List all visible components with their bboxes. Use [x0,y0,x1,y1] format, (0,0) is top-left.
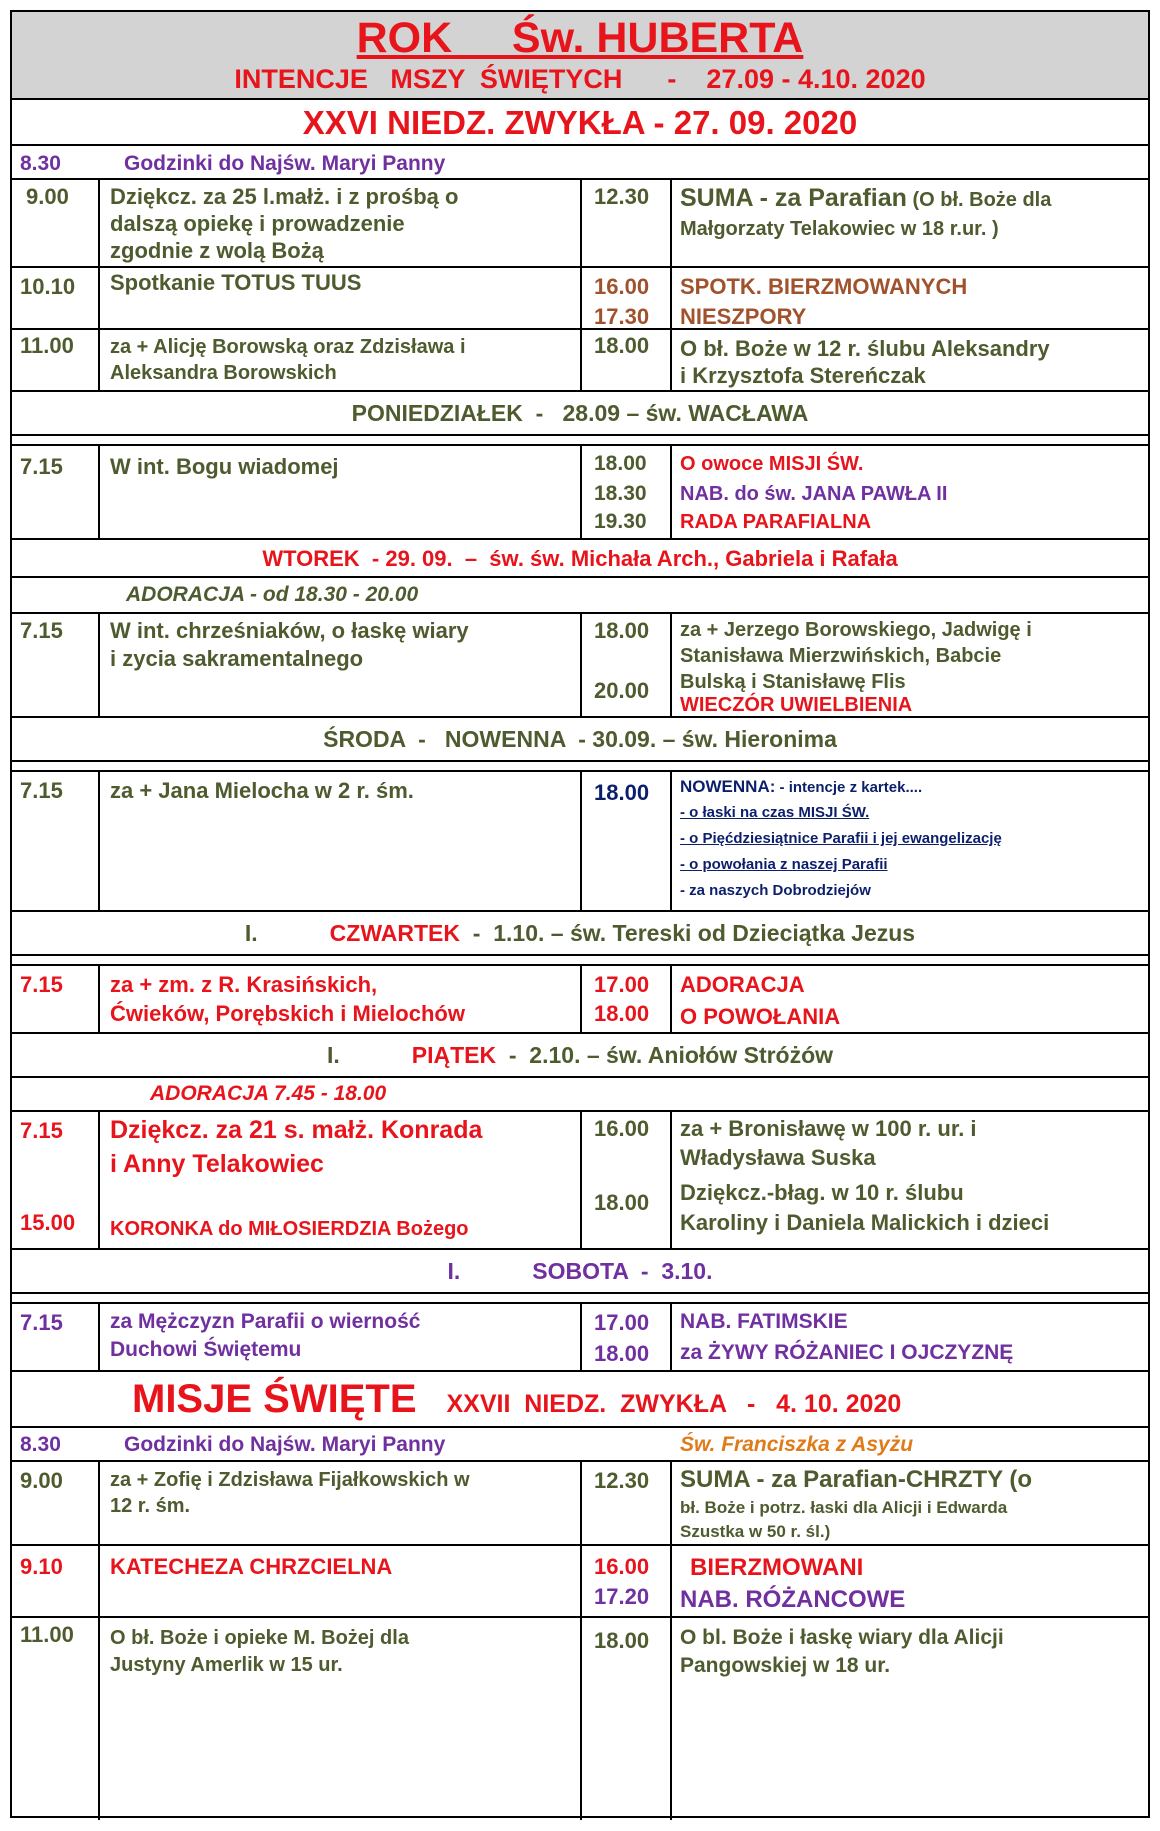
mass-intention: W int. chrześniaków, o łaskę wiary [110,618,469,643]
mass-intention: i Anny Telakowiec [110,1150,324,1178]
mass-intention: za + Zofię i Zdzisława Fijałkowskich w [110,1469,470,1491]
thursday-row [12,966,1148,1034]
mass-intention: za + Jerzego Borowskiego, Jadwigę i [680,619,1032,641]
godzinki-time: 8.30 [20,152,61,175]
nowenna-note: - intencje z kartek.... [775,779,923,796]
first-prefix: I. [326,1042,340,1068]
event-text: KORONKA do MIŁOSIERDZIA Bożego [110,1218,469,1240]
mass-intention: i Krzysztofa Stereńczak [680,363,926,388]
nowenna-header [680,777,922,797]
mass-intention: Pangowskiej w 18 ur. [680,1654,891,1677]
mass-time: 18.00 [594,1190,650,1215]
sunday1-title-row [12,100,1148,146]
event-text: NIESZPORY [680,304,807,329]
event-text: ADORACJA [680,972,805,997]
mass-intention: za + Jana Mielocha w 2 r. śm. [110,778,414,803]
mass-time: 18.00 [594,780,650,805]
mass-time: 18.00 [594,1628,650,1653]
sunday1-row-2 [12,268,1148,330]
nowenna-label: NOWENNA: [680,777,776,796]
mass-intention: Aleksandra Borowskich [110,362,337,384]
mass-time: 18.00 [594,333,650,358]
sunday1-godzinki-row [12,146,1148,180]
suma-intention [680,184,1051,213]
suma-note: (O bł. Boże dla [906,189,1052,211]
sunday2-title [132,1376,901,1422]
tuesday-title-row [12,540,1148,578]
mass-intention: dalszą opiekę i prowadzenie [110,211,405,236]
day-details: - 1.10. – św. Tereski od Dzieciątka Jezus [460,920,916,946]
mass-intention: za + Bronisławę w 100 r. ur. i [680,1116,977,1141]
sunday2-godzinki-row [12,1428,1148,1462]
suma-note: Małgorzaty Telakowiec w 18 r.ur. ) [680,218,999,240]
sunday2-title-row [12,1372,1148,1428]
sunday1-row-1 [12,180,1148,268]
mass-intention: Duchowi Świętemu [110,1338,302,1361]
mass-time: 9.00 [26,184,69,209]
missions-title: MISJE ŚWIĘTE [132,1377,417,1421]
mass-intention: i zycia sakramentalnego [110,646,364,671]
page-title: ROK Św. HUBERTA [356,14,804,62]
event-time: 18.00 [594,452,647,475]
mass-intention: Bulską i Stanisławę Flis [680,671,906,693]
event-time: 17.20 [594,1584,650,1609]
mass-intention: Karoliny i Daniela Malickich i dzieci [680,1210,1050,1235]
mass-intention: Ćwieków, Porębskich i Mielochów [110,1001,465,1026]
event-time: 20.00 [594,678,650,703]
event-text: O POWOŁANIA [680,1004,841,1029]
mass-time: 7.15 [20,454,63,479]
mass-time: 10.10 [20,274,76,299]
sunday1-title: XXVI NIEDZ. ZWYKŁA - 27. 09. 2020 [302,104,858,141]
godzinki-text: Godzinki do Najśw. Maryi Panny [124,1433,446,1456]
sunday2-row-1 [12,1462,1148,1546]
saint-note: Św. Franciszka z Asyżu [680,1433,914,1456]
saturday-row [12,1304,1148,1372]
adoracja-note: ADORACJA - od 18.30 - 20.00 [126,583,419,606]
day-details: - 2.10. – św. Aniołów Stróżów [496,1042,834,1068]
header [12,12,1148,100]
mass-intention: Dziękcz. za 25 l.małż. i z prośbą o [110,184,459,209]
mass-time: 7.15 [20,1118,63,1143]
event-text: RADA PARAFIALNA [680,511,872,533]
friday-title [12,1042,1148,1068]
mass-intention: za Mężczyzn Parafii o wierność [110,1310,421,1333]
sunday1-row-3 [12,330,1148,392]
mass-intention: W int. Bogu wiadomej [110,454,339,479]
mass-intention: za + zm. z R. Krasińskich, [110,972,378,997]
spacer-row [12,1294,1148,1304]
friday-row [12,1112,1148,1250]
mass-time: 11.00 [20,333,74,358]
day-name: PIĄTEK [411,1042,497,1068]
nowenna-item: - o Pięćdziesiątnice Parafii i jej ewangelizację [680,830,1002,847]
mass-intention: O bł. Boże w 12 r. ślubu Aleksandry [680,336,1050,361]
event-text: NAB. FATIMSKIE [680,1310,848,1333]
spacer-row [12,762,1148,772]
event-time: 17.00 [594,1310,650,1335]
nowenna-item: - za naszych Dobrodziejów [680,882,871,899]
suma-label: SUMA - za Parafian-CHRZTY (o [680,1466,1033,1493]
thursday-title-row [12,912,1148,956]
mass-intention: za + Alicję Borowską oraz Zdzisława i [110,336,466,358]
friday-title-row [12,1034,1148,1078]
mass-intention: Dziękcz. za 21 s. małż. Konrada [110,1116,483,1144]
mass-time: 7.15 [20,778,63,803]
mass-intention: Władysława Suska [680,1145,876,1170]
mass-time: 7.15 [20,972,63,997]
intentions-sheet [10,10,1150,1818]
mass-intention: 12 r. śm. [110,1495,191,1517]
mass-intention: Justyny Amerlik w 15 ur. [110,1654,343,1676]
event-time: 18.00 [594,1001,650,1026]
day-name: CZWARTEK [329,920,460,946]
event-time: 16.00 [594,1554,650,1579]
event-text: za ŻYWY RÓŻANIEC I OJCZYZNĘ [680,1341,1014,1364]
nowenna-item: - o łaski na czas MISJI ŚW. [680,804,870,821]
godzinki-time: 8.30 [20,1433,61,1456]
event-text: SPOTK. BIERZMOWANYCH [680,274,968,299]
mass-time: 12.30 [594,184,650,209]
event-time: 9.10 [20,1554,63,1579]
day-details: SOBOTA - 3.10. [532,1258,713,1284]
mass-intention: Dziękcz.-błag. w 10 r. ślubu [680,1180,964,1205]
event-time: 17.00 [594,972,650,997]
event-time: 19.30 [594,510,647,533]
suma-label: SUMA - za Parafian [680,184,907,212]
event-time: 18.30 [594,482,647,505]
godzinki-text: Godzinki do Najśw. Maryi Panny [124,152,446,175]
event-text: NAB. do św. JANA PAWŁA II [680,483,948,505]
event-time: 16.00 [594,274,650,299]
event-text: O owoce MISJI ŚW. [680,453,864,475]
mass-intention: Stanisława Mierzwińskich, Babcie [680,645,1002,667]
saturday-title [12,1258,1148,1284]
event-time: 17.30 [594,304,650,329]
event-time: 18.00 [594,1341,650,1366]
mass-time: 7.15 [20,1310,63,1335]
event-text: KATECHEZA CHRZCIELNA [110,1554,393,1579]
first-prefix: I. [244,920,258,946]
tuesday-row [12,614,1148,718]
mass-intention: O bl. Boże i łaskę wiary dla Alicji [680,1626,1004,1649]
mass-time: 18.00 [594,618,650,643]
tuesday-title: WTOREK - 29. 09. – św. św. Michała Arch., Gabriela i Rafała [262,546,898,571]
event-time: 15.00 [20,1210,76,1235]
mass-intention: zgodnie z wolą Bożą [110,238,324,263]
first-prefix: I. [447,1258,461,1284]
spacer-row [12,956,1148,966]
suma-note: Szustka w 50 r. śl.) [680,1522,831,1541]
wednesday-row [12,772,1148,912]
thursday-title [12,920,1148,946]
mass-time: 16.00 [594,1116,650,1141]
sunday2-row-2 [12,1546,1148,1618]
adoracja-note: ADORACJA 7.45 - 18.00 [150,1082,387,1105]
spacer-row [12,436,1148,446]
saturday-title-row [12,1250,1148,1294]
event-text: NAB. RÓŻANCOWE [680,1586,906,1613]
event-text: BIERZMOWANI [690,1554,864,1581]
monday-title-row [12,392,1148,436]
sunday2-row-3 [12,1618,1148,1820]
event-text: Spotkanie TOTUS TUUS [110,270,362,295]
wednesday-title-row [12,718,1148,762]
tuesday-adoracja-row [12,578,1148,614]
page-subtitle: INTENCJE MSZY ŚWIĘTYCH - 27.09 - 4.10. 2020 [234,64,926,94]
friday-adoracja-row [12,1078,1148,1112]
monday-row [12,446,1148,540]
mass-time: 12.30 [594,1468,650,1493]
mass-time: 11.00 [20,1622,74,1647]
mass-time: 9.00 [20,1468,63,1493]
nowenna-item: - o powołania z naszej Parafii [680,856,888,873]
sunday2-date: XXVII NIEDZ. ZWYKŁA - 4. 10. 2020 [446,1390,902,1418]
wednesday-title: ŚRODA - NOWENNA - 30.09. – św. Hieronima [323,726,837,752]
mass-intention: O bł. Boże i opieke M. Bożej dla [110,1627,409,1649]
mass-time: 7.15 [20,618,63,643]
suma-note: bł. Boże i potrz. łaski dla Alicji i Edwarda [680,1498,1008,1517]
event-text: WIECZÓR UWIELBIENIA [680,694,913,716]
monday-title: PONIEDZIAŁEK - 28.09 – św. WACŁAWA [351,400,809,426]
